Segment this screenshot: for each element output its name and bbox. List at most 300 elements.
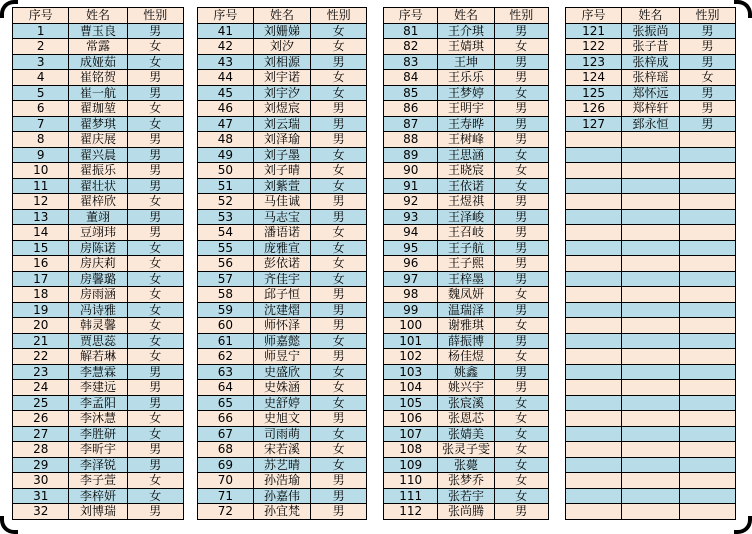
cell-no: 85 — [384, 85, 438, 101]
cell-name: 孙宜梵 — [253, 504, 310, 520]
cell-no — [566, 380, 622, 396]
table-row — [198, 256, 367, 272]
cell-gender: 男 — [311, 194, 367, 210]
cell-gender: 男 — [494, 194, 548, 210]
cell-name: 姚兴宇 — [438, 380, 494, 396]
roster-table-3 — [383, 7, 549, 520]
cell-no: 20 — [13, 318, 69, 334]
cell-gender: 男 — [127, 457, 183, 473]
cell-gender: 女 — [127, 333, 183, 349]
table-row — [13, 70, 184, 86]
cell-gender: 女 — [311, 380, 367, 396]
cell-no: 56 — [198, 256, 254, 272]
cell-name: 董翊 — [69, 209, 127, 225]
cell-name — [622, 132, 680, 148]
cell-no: 31 — [13, 488, 69, 504]
cell-gender: 女 — [494, 178, 548, 194]
cell-no: 47 — [198, 116, 254, 132]
cell-no: 98 — [384, 287, 438, 303]
table-row — [384, 147, 549, 163]
cell-gender: 女 — [311, 147, 367, 163]
table-row — [13, 101, 184, 117]
table-row — [198, 132, 367, 148]
cell-gender: 男 — [679, 39, 735, 55]
cell-gender: 男 — [127, 442, 183, 458]
cell-name: 翟梦琪 — [69, 116, 127, 132]
cell-name — [622, 302, 680, 318]
table-row — [13, 256, 184, 272]
cell-gender — [679, 349, 735, 365]
cell-gender: 男 — [679, 101, 735, 117]
cell-gender: 男 — [127, 23, 183, 39]
cell-name: 刘姗娣 — [253, 23, 310, 39]
cell-no: 102 — [384, 349, 438, 365]
cell-no: 62 — [198, 349, 254, 365]
table-row — [13, 426, 184, 442]
cell-name: 王介琪 — [438, 23, 494, 39]
cell-name: 崔铭贺 — [69, 70, 127, 86]
cell-name: 王寿晔 — [438, 116, 494, 132]
cell-no: 88 — [384, 132, 438, 148]
cell-name: 马志宝 — [253, 209, 310, 225]
cell-no: 52 — [198, 194, 254, 210]
table-row — [198, 85, 367, 101]
cell-no: 59 — [198, 302, 254, 318]
table-row — [566, 318, 736, 334]
table-row — [566, 70, 736, 86]
cell-name: 师昱宁 — [253, 349, 310, 365]
cell-no: 7 — [13, 116, 69, 132]
cell-no: 4 — [13, 70, 69, 86]
cell-gender: 男 — [311, 411, 367, 427]
cell-no: 126 — [566, 101, 622, 117]
cell-gender: 男 — [127, 209, 183, 225]
cell-no: 43 — [198, 54, 254, 70]
cell-no: 32 — [13, 504, 69, 520]
table-row — [13, 240, 184, 256]
cell-no — [566, 209, 622, 225]
cell-name: 史舒婷 — [253, 395, 310, 411]
cell-no: 67 — [198, 426, 254, 442]
header-gender: 性别 — [311, 8, 367, 24]
cell-gender: 女 — [127, 318, 183, 334]
cell-name: 刘相源 — [253, 54, 310, 70]
cell-no: 14 — [13, 225, 69, 241]
cell-no: 81 — [384, 23, 438, 39]
table-row — [13, 488, 184, 504]
corner-mark-top-right — [734, 0, 752, 18]
cell-name — [622, 225, 680, 241]
cell-gender: 男 — [494, 209, 548, 225]
table-row — [384, 349, 549, 365]
cell-gender: 女 — [494, 318, 548, 334]
cell-gender: 男 — [311, 473, 367, 489]
cell-gender: 男 — [494, 504, 548, 520]
cell-no: 100 — [384, 318, 438, 334]
cell-name: 李胜研 — [69, 426, 127, 442]
cell-no: 71 — [198, 488, 254, 504]
table-row — [13, 194, 184, 210]
cell-name: 王思涵 — [438, 147, 494, 163]
cell-no: 3 — [13, 54, 69, 70]
cell-no: 12 — [13, 194, 69, 210]
cell-name: 姚鑫 — [438, 364, 494, 380]
table-row — [384, 256, 549, 272]
cell-no: 109 — [384, 457, 438, 473]
table-row — [198, 426, 367, 442]
cell-no: 2 — [13, 39, 69, 55]
cell-gender: 男 — [494, 256, 548, 272]
cell-name — [622, 504, 680, 520]
cell-no: 61 — [198, 333, 254, 349]
cell-gender: 女 — [311, 395, 367, 411]
cell-gender — [679, 209, 735, 225]
cell-name: 郑怀远 — [622, 85, 680, 101]
cell-gender: 男 — [311, 287, 367, 303]
cell-name: 韩灵馨 — [69, 318, 127, 334]
cell-no: 72 — [198, 504, 254, 520]
cell-gender: 女 — [127, 101, 183, 117]
table-row — [13, 85, 184, 101]
table-row — [384, 132, 549, 148]
table-row — [198, 39, 367, 55]
cell-no — [566, 318, 622, 334]
cell-name — [622, 240, 680, 256]
cell-gender: 男 — [311, 209, 367, 225]
cell-name — [622, 457, 680, 473]
cell-no — [566, 426, 622, 442]
cell-gender: 男 — [311, 349, 367, 365]
cell-no: 30 — [13, 473, 69, 489]
cell-no — [566, 163, 622, 179]
cell-name: 翟梓欣 — [69, 194, 127, 210]
cell-name: 解若琳 — [69, 349, 127, 365]
cell-gender: 男 — [127, 364, 183, 380]
cell-gender — [679, 147, 735, 163]
header-row — [198, 8, 367, 24]
cell-name: 张梓成 — [622, 54, 680, 70]
cell-no — [566, 271, 622, 287]
cell-name: 李建远 — [69, 380, 127, 396]
cell-gender: 女 — [311, 163, 367, 179]
cell-name: 王乐乐 — [438, 70, 494, 86]
cell-name: 贾思蕊 — [69, 333, 127, 349]
table-row — [384, 411, 549, 427]
cell-no: 11 — [13, 178, 69, 194]
header-gender: 性别 — [127, 8, 183, 24]
cell-no: 108 — [384, 442, 438, 458]
header-no: 序号 — [384, 8, 438, 24]
table-row — [198, 23, 367, 39]
cell-name: 王婧琪 — [438, 39, 494, 55]
table-row — [384, 333, 549, 349]
cell-gender: 男 — [494, 70, 548, 86]
cell-no: 124 — [566, 70, 622, 86]
table-row — [198, 209, 367, 225]
cell-gender: 女 — [127, 116, 183, 132]
table-row — [198, 473, 367, 489]
roster-table-2 — [197, 7, 367, 520]
table-row — [566, 333, 736, 349]
table-row — [13, 457, 184, 473]
table-row — [13, 271, 184, 287]
cell-name: 崔一航 — [69, 85, 127, 101]
cell-name: 房陈诺 — [69, 240, 127, 256]
cell-no: 82 — [384, 39, 438, 55]
cell-no: 112 — [384, 504, 438, 520]
cell-name: 刘博瑞 — [69, 504, 127, 520]
cell-no: 29 — [13, 457, 69, 473]
table-row — [566, 132, 736, 148]
cell-gender: 男 — [127, 395, 183, 411]
cell-gender: 女 — [494, 395, 548, 411]
cell-gender: 女 — [494, 457, 548, 473]
cell-no: 41 — [198, 23, 254, 39]
cell-gender — [679, 318, 735, 334]
cell-gender: 女 — [311, 70, 367, 86]
table-row — [198, 116, 367, 132]
cell-gender: 男 — [494, 240, 548, 256]
table-row — [566, 23, 736, 39]
cell-no: 123 — [566, 54, 622, 70]
cell-name: 宋若溪 — [253, 442, 310, 458]
cell-name: 王梓墨 — [438, 271, 494, 287]
table-row — [384, 395, 549, 411]
cell-gender: 男 — [679, 85, 735, 101]
cell-no: 66 — [198, 411, 254, 427]
table-row — [384, 23, 549, 39]
cell-no: 105 — [384, 395, 438, 411]
cell-gender: 男 — [494, 364, 548, 380]
table-row — [198, 349, 367, 365]
cell-name — [622, 473, 680, 489]
cell-name: 张梦乔 — [438, 473, 494, 489]
cell-gender: 男 — [127, 85, 183, 101]
cell-name — [622, 364, 680, 380]
table-row — [384, 240, 549, 256]
table-row — [384, 163, 549, 179]
cell-name: 刘子晴 — [253, 163, 310, 179]
header-row — [384, 8, 549, 24]
cell-name: 刘宇汐 — [253, 85, 310, 101]
cell-name: 王煜祺 — [438, 194, 494, 210]
cell-no: 87 — [384, 116, 438, 132]
cell-gender: 女 — [127, 271, 183, 287]
cell-no: 96 — [384, 256, 438, 272]
cell-name: 张宸溪 — [438, 395, 494, 411]
header-row — [13, 8, 184, 24]
cell-name: 齐佳宇 — [253, 271, 310, 287]
cell-gender — [679, 473, 735, 489]
cell-gender: 女 — [127, 240, 183, 256]
table-row — [384, 457, 549, 473]
cell-name: 房雨涵 — [69, 287, 127, 303]
cell-name: 冯诗雅 — [69, 302, 127, 318]
cell-no: 121 — [566, 23, 622, 39]
cell-name — [622, 426, 680, 442]
cell-no — [566, 473, 622, 489]
cell-gender: 女 — [311, 256, 367, 272]
table-row — [566, 287, 736, 303]
table-row — [384, 271, 549, 287]
cell-name: 翟珈堃 — [69, 101, 127, 117]
table-row — [384, 178, 549, 194]
header-name: 姓名 — [438, 8, 494, 24]
cell-name: 翟壮状 — [69, 178, 127, 194]
cell-gender: 女 — [494, 473, 548, 489]
cell-gender: 男 — [494, 380, 548, 396]
header-gender: 性别 — [494, 8, 548, 24]
cell-no: 25 — [13, 395, 69, 411]
cell-gender — [679, 504, 735, 520]
cell-gender: 男 — [127, 380, 183, 396]
cell-no — [566, 395, 622, 411]
cell-name: 李泽锐 — [69, 457, 127, 473]
table-row — [198, 318, 367, 334]
cell-name — [622, 333, 680, 349]
cell-gender: 男 — [127, 163, 183, 179]
cell-no — [566, 225, 622, 241]
table-row — [13, 504, 184, 520]
cell-no — [566, 333, 622, 349]
table-row — [198, 70, 367, 86]
cell-gender — [679, 240, 735, 256]
table-row — [198, 194, 367, 210]
cell-no: 28 — [13, 442, 69, 458]
cell-no: 18 — [13, 287, 69, 303]
cell-gender — [679, 132, 735, 148]
table-row — [566, 411, 736, 427]
cell-name: 郅永恒 — [622, 116, 680, 132]
cell-gender: 女 — [494, 426, 548, 442]
table-row — [566, 271, 736, 287]
cell-name: 师嘉懿 — [253, 333, 310, 349]
cell-name: 史盛欣 — [253, 364, 310, 380]
table-row — [384, 116, 549, 132]
cell-gender: 男 — [679, 116, 735, 132]
cell-no: 64 — [198, 380, 254, 396]
table-row — [566, 225, 736, 241]
cell-gender: 男 — [494, 101, 548, 117]
cell-no: 9 — [13, 147, 69, 163]
table-row — [13, 473, 184, 489]
cell-name: 薛振博 — [438, 333, 494, 349]
cell-gender: 女 — [127, 411, 183, 427]
cell-name: 李昕宇 — [69, 442, 127, 458]
cell-gender — [679, 364, 735, 380]
cell-name: 司雨萌 — [253, 426, 310, 442]
cell-name: 张恩芯 — [438, 411, 494, 427]
table-row — [13, 116, 184, 132]
cell-no — [566, 457, 622, 473]
table-row — [384, 504, 549, 520]
cell-gender: 男 — [311, 132, 367, 148]
cell-name: 刘紫萱 — [253, 178, 310, 194]
table-row — [13, 333, 184, 349]
cell-no: 46 — [198, 101, 254, 117]
table-row — [384, 194, 549, 210]
cell-no: 63 — [198, 364, 254, 380]
table-row — [384, 380, 549, 396]
table-row — [198, 488, 367, 504]
cell-name: 王泽峻 — [438, 209, 494, 225]
table-row — [384, 488, 549, 504]
cell-name — [622, 147, 680, 163]
table-row — [566, 147, 736, 163]
table-row — [384, 364, 549, 380]
cell-name: 房庆莉 — [69, 256, 127, 272]
table-row — [198, 163, 367, 179]
cell-gender: 女 — [679, 70, 735, 86]
table-row — [384, 302, 549, 318]
cell-name: 张尚腾 — [438, 504, 494, 520]
table-row — [13, 132, 184, 148]
cell-gender: 女 — [127, 426, 183, 442]
cell-name: 常露 — [69, 39, 127, 55]
table-row — [198, 287, 367, 303]
table-row — [198, 178, 367, 194]
cell-no: 93 — [384, 209, 438, 225]
cell-no: 54 — [198, 225, 254, 241]
cell-name: 王子熙 — [438, 256, 494, 272]
header-name: 姓名 — [69, 8, 127, 24]
cell-no: 94 — [384, 225, 438, 241]
cell-gender: 女 — [311, 39, 367, 55]
cell-no: 6 — [13, 101, 69, 117]
cell-name — [622, 287, 680, 303]
cell-gender: 女 — [127, 194, 183, 210]
cell-no — [566, 256, 622, 272]
table-row — [198, 54, 367, 70]
cell-name — [622, 163, 680, 179]
header-no: 序号 — [13, 8, 69, 24]
cell-name — [622, 256, 680, 272]
cell-no: 90 — [384, 163, 438, 179]
table-row — [566, 209, 736, 225]
cell-gender: 女 — [494, 163, 548, 179]
cell-name — [622, 178, 680, 194]
cell-name: 马佳诚 — [253, 194, 310, 210]
cell-no: 15 — [13, 240, 69, 256]
table-row — [566, 488, 736, 504]
cell-name — [622, 194, 680, 210]
cell-name — [622, 442, 680, 458]
cell-name: 王坤 — [438, 54, 494, 70]
cell-no: 101 — [384, 333, 438, 349]
cell-gender: 女 — [494, 287, 548, 303]
cell-name: 翟振乐 — [69, 163, 127, 179]
cell-name: 王依诺 — [438, 178, 494, 194]
cell-gender: 女 — [494, 442, 548, 458]
cell-name: 刘子墨 — [253, 147, 310, 163]
cell-no: 16 — [13, 256, 69, 272]
cell-name: 成娅茹 — [69, 54, 127, 70]
table-row — [198, 395, 367, 411]
cell-no — [566, 178, 622, 194]
cell-name: 王召岐 — [438, 225, 494, 241]
cell-no: 97 — [384, 271, 438, 287]
table-row — [566, 442, 736, 458]
cell-gender: 男 — [311, 54, 367, 70]
cell-gender: 男 — [494, 23, 548, 39]
cell-gender: 男 — [311, 488, 367, 504]
cell-name: 张婧美 — [438, 426, 494, 442]
cell-name: 豆翊玮 — [69, 225, 127, 241]
cell-no: 5 — [13, 85, 69, 101]
cell-gender — [679, 457, 735, 473]
cell-gender: 女 — [311, 333, 367, 349]
table-row — [13, 178, 184, 194]
